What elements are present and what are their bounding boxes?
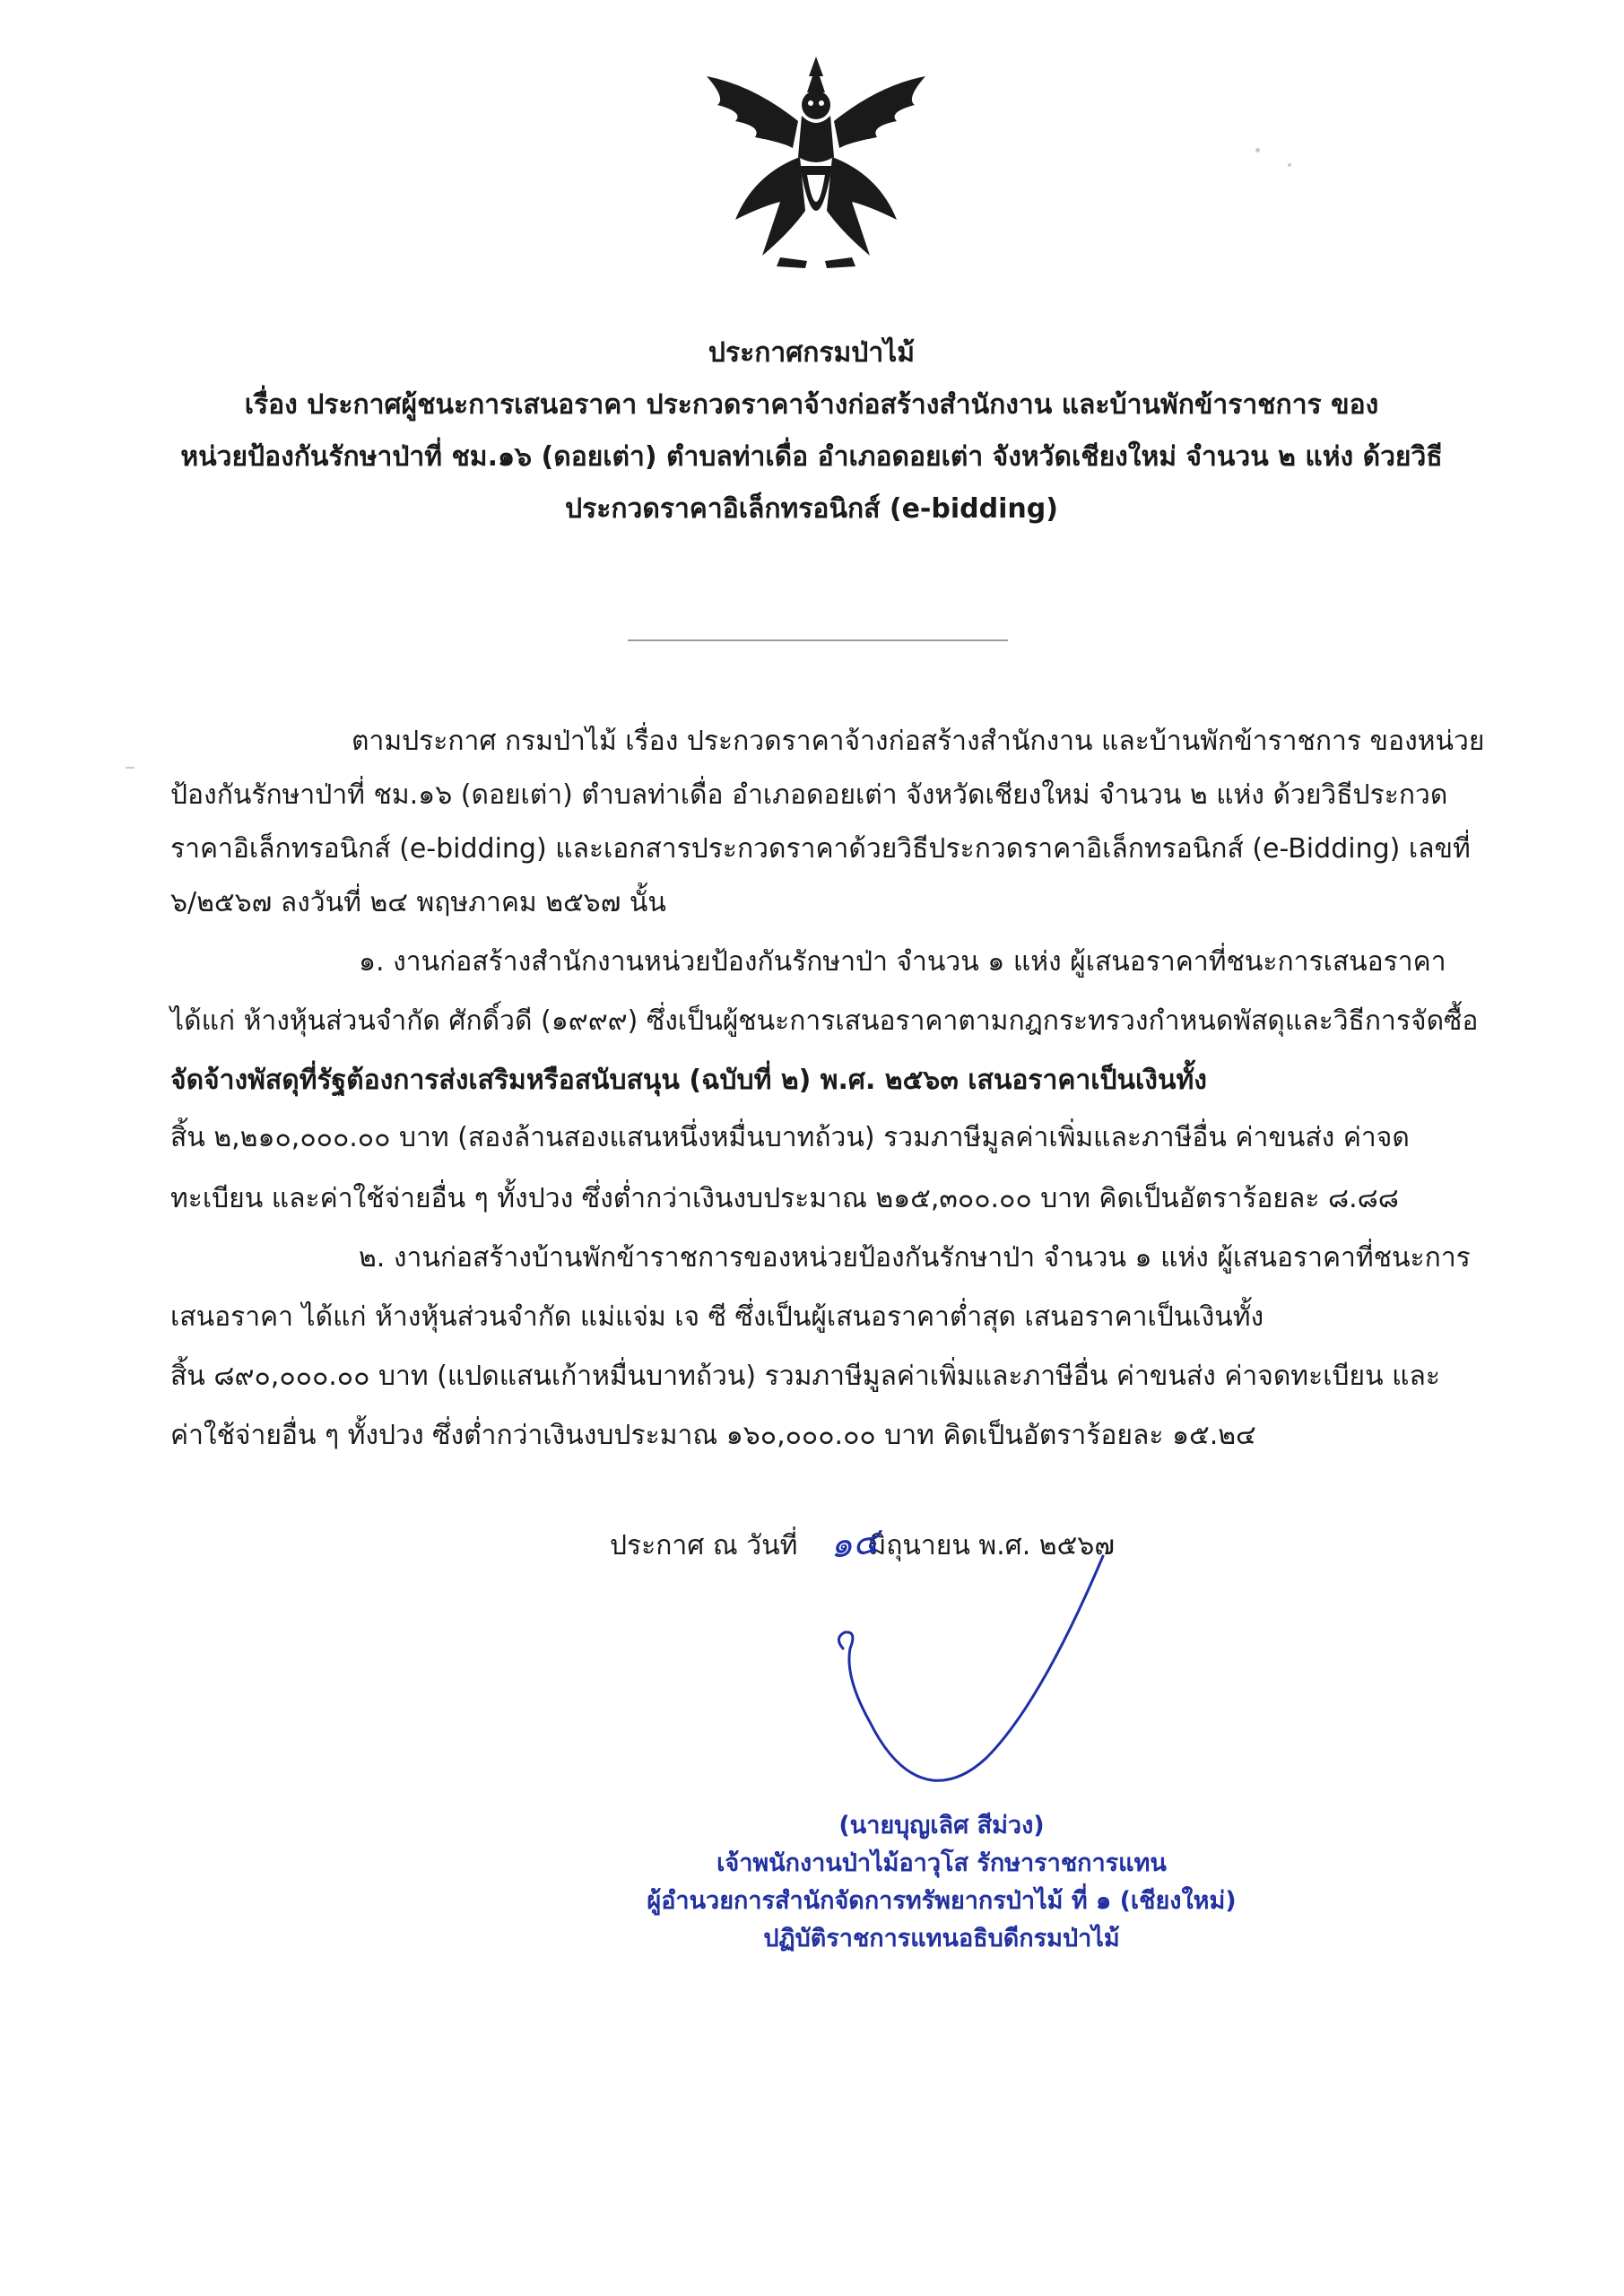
item1-line-2: ได้แก่ ห้างหุ้นส่วนจำกัด ศักดิ์วดี (๑๙๙๙) ซึ่งเป็นผู้ชนะการเสนอราคาตามกฎกระทรวงกำหนดพัสดุและวิธีการจัดซื้อ <box>170 1005 1479 1037</box>
item2-line-2: เสนอราคา ได้แก่ ห้างหุ้นส่วนจำกัด แม่แจ่ม เจ ซี ซึ่งเป็นผู้เสนอราคาต่ำสุด เสนอราคาเป็นเงินทั้ง <box>170 1301 1264 1333</box>
announcement-title: ประกาศกรมป่าไม้ <box>708 337 916 369</box>
announce-label: ประกาศ ณ วันที่ <box>610 1530 798 1561</box>
signer-position-3: ปฏิบัติราชการแทนอธิบดีกรมป่าไม้ <box>763 1925 1120 1952</box>
item2-line-3: สิ้น ๘๙๐,๐๐๐.๐๐ บาท (แปดแสนเก้าหมื่นบาทถ้วน) รวมภาษีมูลค่าเพิ่มและภาษีอื่น ค่าขนส่ง ค่าจดทะเบียน และ <box>170 1361 1440 1392</box>
scan-speck <box>1288 163 1291 167</box>
garuda-emblem-icon <box>699 49 933 283</box>
signer-name: (นายบุญเลิศ สีม่วง) <box>838 1812 1045 1839</box>
intro-line-3: ราคาอิเล็กทรอนิกส์ (e-bidding) และเอกสารประกวดราคาด้วยวิธีประกวดราคาอิเล็กทรอนิกส์ (e-Bidding) เลขที่ <box>170 833 1471 865</box>
header-divider <box>628 639 1008 641</box>
item1-line-3: จัดจ้างพัสดุที่รัฐต้องการส่งเสริมหรือสนับสนุน (ฉบับที่ ๒) พ.ศ. ๒๕๖๓ เสนอราคาเป็นเงินทั้ง <box>170 1065 1207 1096</box>
signer-position-1: เจ้าพนักงานป่าไม้อาวุโส รักษาราชการแทน <box>716 1849 1167 1877</box>
handwritten-day: ๑๔ <box>827 1520 882 1567</box>
item1-line-1: ๑. งานก่อสร้างสำนักงานหน่วยป้องกันรักษาป่า จำนวน ๑ แห่ง ผู้เสนอราคาที่ชนะการเสนอราคา <box>359 946 1446 978</box>
intro-line-1: ตามประกาศ กรมป่าไม้ เรื่อง ประกวดราคาจ้างก่อสร้างสำนักงาน และบ้านพักข้าราชการ ของหน่วย <box>352 726 1485 757</box>
item2-line-1: ๒. งานก่อสร้างบ้านพักข้าราชการของหน่วยป้องกันรักษาป่า จำนวน ๑ แห่ง ผู้เสนอราคาที่ชนะการ <box>359 1242 1471 1274</box>
subject-line-2: หน่วยป้องกันรักษาป่าที่ ชม.๑๖ (ดอยเต่า) ตำบลท่าเดื่อ อำเภอดอยเต่า จังหวัดเชียงใหม่ จำนวน ๒ แห่ง ด้วยวิธี <box>180 441 1443 473</box>
month-year: มิถุนายน พ.ศ. ๒๕๖๗ <box>868 1530 1115 1561</box>
subject-line-1: เรื่อง ประกาศผู้ชนะการเสนอราคา ประกวดราคาจ้างก่อสร้างสำนักงาน และบ้านพักข้าราชการ ของ <box>244 389 1379 421</box>
scan-speck <box>126 767 135 769</box>
item1-line-5: ทะเบียน และค่าใช้จ่ายอื่น ๆ ทั้งปวง ซึ่งต่ำกว่าเงินงบประมาณ ๒๑๕,๓๐๐.๐๐ บาท คิดเป็นอัตราร้อยละ ๘.๘๘ <box>170 1183 1399 1214</box>
signer-position-2: ผู้อำนวยการสำนักจัดการทรัพยากรป่าไม้ ที่ ๑ (เชียงใหม่) <box>647 1887 1237 1915</box>
scan-speck <box>1255 148 1260 152</box>
subject-line-3: ประกวดราคาอิเล็กทรอนิกส์ (e-bidding) <box>565 493 1058 525</box>
intro-line-2: ป้องกันรักษาป่าที่ ชม.๑๖ (ดอยเต่า) ตำบลท่าเดื่อ อำเภอดอยเต่า จังหวัดเชียงใหม่ จำนวน ๒ แห่ง ด้วยวิธีประกวด <box>170 779 1448 811</box>
item1-line-4: สิ้น ๒,๒๑๐,๐๐๐.๐๐ บาท (สองล้านสองแสนหนึ่งหมื่นบาทถ้วน) รวมภาษีมูลค่าเพิ่มและภาษีอื่น ค่าขนส่ง ค่าจด <box>170 1122 1410 1153</box>
intro-line-4: ๖/๒๕๖๗ ลงวันที่ ๒๔ พฤษภาคม ๒๕๖๗ นั้น <box>170 887 666 918</box>
signature-icon <box>807 1552 1184 1803</box>
item2-line-4: ค่าใช้จ่ายอื่น ๆ ทั้งปวง ซึ่งต่ำกว่าเงินงบประมาณ ๑๖๐,๐๐๐.๐๐ บาท คิดเป็นอัตราร้อยละ ๑๕.๒๔ <box>170 1420 1256 1451</box>
announcement-header <box>161 334 1462 542</box>
signer-block <box>646 1807 1238 1958</box>
